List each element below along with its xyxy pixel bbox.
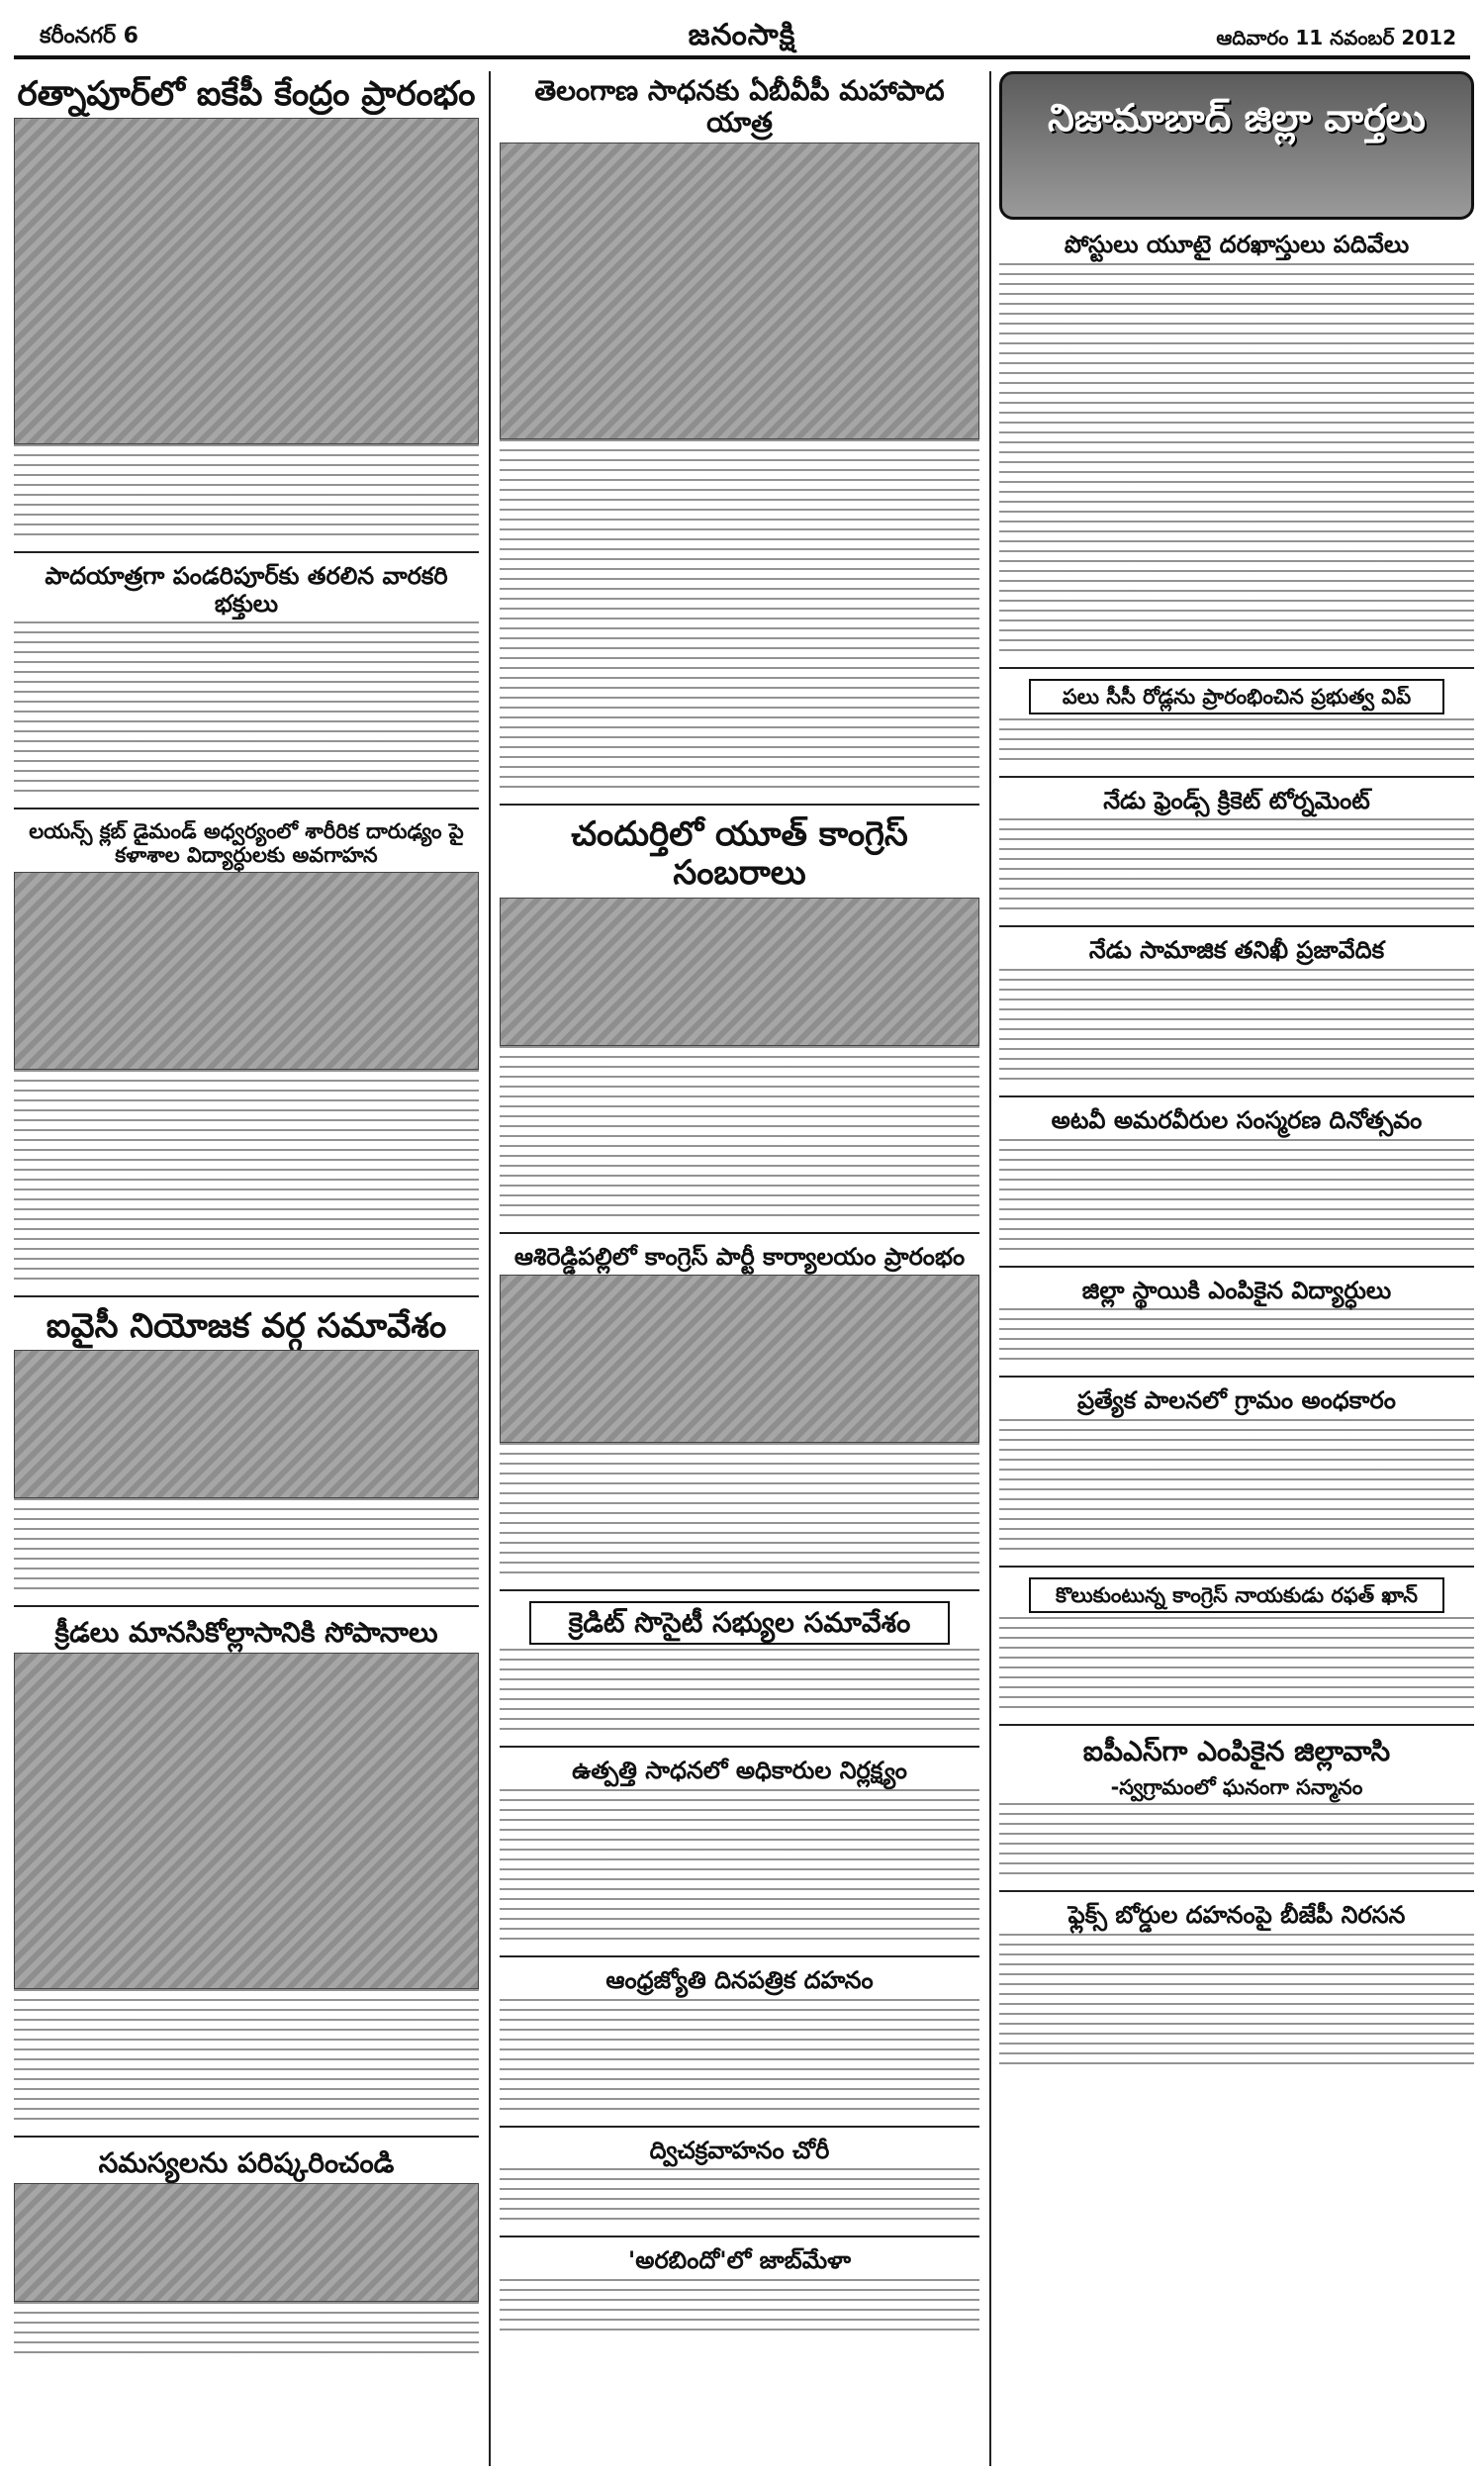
article-headline: చందుర్తిలో యూత్ కాంగ్రెస్ సంబరాలు — [571, 814, 908, 894]
article-headline: ద్విచక్రవాహనం చోరీ — [649, 2136, 830, 2164]
article-headline: క్రెడిట్ సొసైటీ సభ్యుల సమావేశం — [529, 1601, 950, 1645]
article-body — [500, 1789, 979, 1948]
article — [500, 2243, 979, 2338]
article — [14, 815, 479, 1286]
article-subheadline: -స్వగ్రామంలో ఘనంగా సన్మానం — [1110, 1775, 1363, 1800]
article-headline: ఐవైసీ నియోజక వర్గ సమావేశం — [46, 1305, 447, 1346]
article-separator — [999, 1376, 1474, 1378]
article-separator — [14, 1605, 479, 1607]
article — [999, 784, 1474, 918]
article-headline: ఆశిరెడ్డిపల్లిలో కాంగ్రెస్ పార్టీ కార్యాలయం ప్రారంభం — [513, 1242, 966, 1271]
article — [14, 559, 479, 800]
article-body — [500, 2279, 979, 2338]
article-body — [500, 2168, 979, 2228]
article-headline: క్రీడలు మానసికోల్లాసానికి సోపానాలు — [54, 1615, 438, 1649]
article — [999, 933, 1474, 1088]
article-body — [999, 1617, 1474, 1716]
article-body — [999, 263, 1474, 659]
article-headline: జిల్లా స్థాయికి ఎంపికైన విద్యార్ధులు — [1081, 1276, 1392, 1304]
article-body — [14, 1070, 479, 1287]
article — [999, 1732, 1474, 1882]
news-photo — [14, 1350, 479, 1498]
article-headline: ఫ్లెక్స్ బోర్డుల దహనంపై బీజేపీ నిరసన — [1067, 1901, 1406, 1930]
article-separator — [500, 1232, 979, 1234]
article-body — [14, 444, 479, 543]
article — [500, 71, 979, 796]
article-body — [14, 1989, 479, 2128]
article-body — [999, 1934, 1474, 2072]
article — [14, 1303, 479, 1597]
article-headline: నేడు సామాజిక తనిఖీ ప్రజావేదిక — [1088, 936, 1385, 965]
article — [999, 1383, 1474, 1558]
article-separator — [999, 925, 1474, 927]
news-photo — [500, 1275, 979, 1443]
article-body — [999, 1419, 1474, 1558]
article-headline: ఐపీఎస్‌గా ఎంపికైన జిల్లావాసి — [1082, 1734, 1391, 1767]
column-middle — [500, 71, 979, 2346]
news-photo — [500, 898, 979, 1046]
article — [14, 71, 479, 543]
article-separator — [999, 1890, 1474, 1892]
issue-date: ఆదివారం 11 నవంబర్ 2012 — [1216, 26, 1456, 49]
article-body — [500, 1443, 979, 1581]
article-body — [999, 1308, 1474, 1368]
news-photo — [14, 1653, 479, 1989]
news-photo — [14, 2183, 479, 2302]
article-headline: ప్రత్యేక పాలనలో గ్రామం అంధకారం — [1077, 1386, 1396, 1415]
article — [999, 1898, 1474, 2072]
article-separator — [999, 1566, 1474, 1568]
article-body — [500, 1046, 979, 1224]
article-body — [14, 2302, 479, 2361]
article-headline: పలు సీసీ రోడ్లను ప్రారంభించిన ప్రభుత్వ విప్ — [1029, 679, 1444, 714]
article-separator — [999, 776, 1474, 778]
article — [500, 1963, 979, 2118]
article-separator — [500, 2126, 979, 2128]
article-body — [999, 718, 1474, 768]
news-photo — [14, 118, 479, 444]
article-headline: పోస్టులు యూటై దరఖాస్తులు పదివేలు — [1064, 231, 1410, 258]
article — [999, 675, 1474, 768]
article-body — [999, 1139, 1474, 1258]
article — [14, 1613, 479, 2128]
article-separator — [999, 1266, 1474, 1268]
article-headline: 'అరబిందో'లో జాబ్‌మేళా — [627, 2246, 852, 2275]
column-rule — [989, 71, 991, 2466]
masthead — [14, 14, 1470, 59]
article-body — [999, 818, 1474, 917]
article — [500, 2134, 979, 2229]
article-headline: తెలంగాణ సాధనకు ఏబీవీపీ మహాపాద యాత్ర — [534, 74, 945, 140]
article — [500, 1597, 979, 1738]
article-body — [14, 621, 479, 800]
article-separator — [14, 1295, 479, 1297]
article-separator — [500, 1589, 979, 1591]
column-left — [14, 71, 479, 2369]
article-headline: కొలుకుంటున్న కాంగ్రెస్ నాయకుడు రఫత్ ఖాన్ — [1029, 1577, 1444, 1613]
article-separator — [999, 1095, 1474, 1097]
article-separator — [500, 1746, 979, 1748]
article-separator — [14, 808, 479, 809]
article-headline: ఉత్పత్తి సాధనలో అధికారుల నిర్లక్ష్యం — [572, 1757, 907, 1785]
article-body — [500, 1649, 979, 1738]
article — [999, 1274, 1474, 1369]
article-headline: రత్నాపూర్‌లో ఐకేపీ కేంద్రం ప్రారంభం — [17, 74, 476, 114]
article-separator — [500, 2236, 979, 2237]
news-photo — [14, 872, 479, 1070]
article — [500, 1754, 979, 1948]
district-news-banner — [999, 71, 1474, 220]
article-body — [999, 1803, 1474, 1882]
article-headline: ఆంధ్రజ్యోతి దినపత్రిక దహనం — [605, 1965, 874, 1994]
article — [999, 1573, 1474, 1716]
article — [14, 2143, 479, 2361]
article-headline: నేడు ఫ్రెండ్స్ క్రికెట్ టోర్నమెంట్ — [1103, 786, 1370, 814]
article-body — [500, 439, 979, 796]
paper-name: జనంసాక్షి — [688, 18, 796, 52]
article-separator — [999, 1724, 1474, 1726]
article — [999, 1103, 1474, 1258]
banner-title: నిజామాబాద్ జిల్లా వార్తలు — [1048, 96, 1426, 140]
article-headline: లయన్స్ క్లబ్ డైమండ్ అధ్వర్యంలో శారీరిక దారుఢ్యం పై కళాశాల విద్యార్ధులకు అవగాహన — [29, 819, 464, 868]
article-separator — [14, 2136, 479, 2138]
column-right — [999, 71, 1474, 2080]
article-separator — [14, 551, 479, 553]
article-separator — [500, 804, 979, 806]
article-separator — [999, 667, 1474, 669]
article-headline: అటవీ అమరవీరుల సంస్మరణ దినోత్సవం — [1051, 1105, 1423, 1134]
article-headline: సమస్యలను పరిష్కరించండి — [98, 2145, 395, 2179]
article-separator — [500, 1955, 979, 1957]
column-rule — [489, 71, 491, 2466]
article — [500, 1240, 979, 1582]
article-headline: పాదయాత్రగా పండరిపూర్‌కు తరలిన వారకరి భక్తులు — [45, 562, 448, 618]
article — [999, 228, 1474, 659]
article — [500, 811, 979, 1223]
article-body — [999, 969, 1474, 1088]
page-label: కరీంనగర్ 6 — [40, 24, 139, 48]
news-photo — [500, 143, 979, 439]
article-body — [14, 1498, 479, 1597]
article-body — [500, 1999, 979, 2118]
